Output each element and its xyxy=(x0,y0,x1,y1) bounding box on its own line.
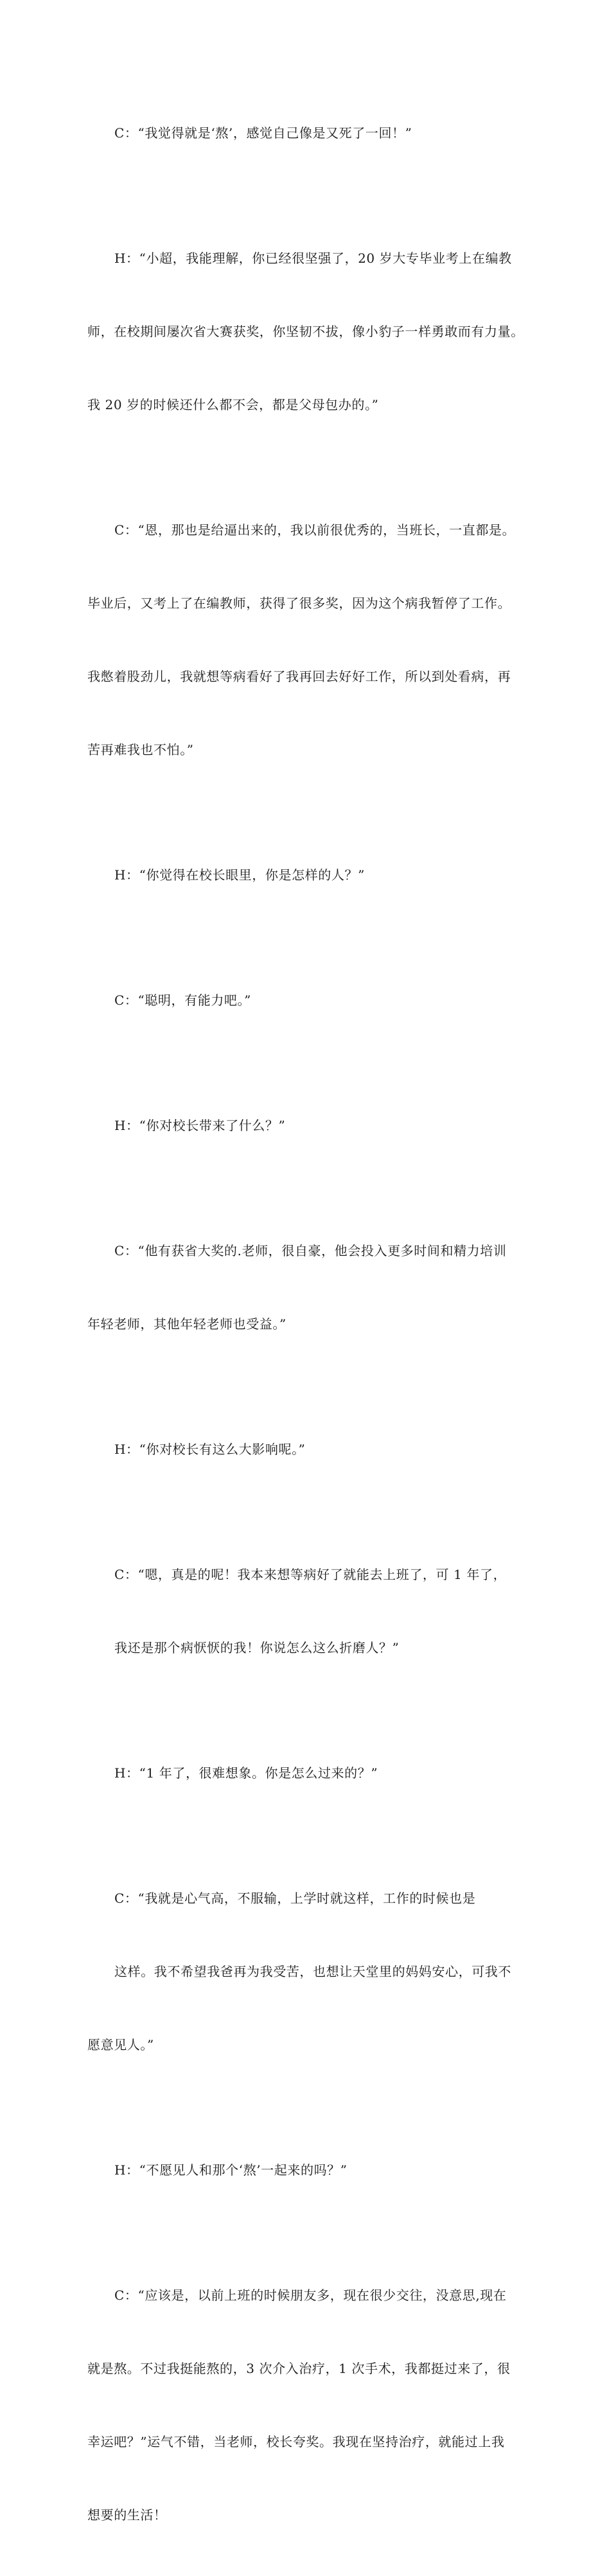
text-line: 幸运吧？”运气不错，当老师，校长夸奖。我现在坚持治疗，就能过上我 xyxy=(87,2434,505,2449)
text-line: 毕业后，又考上了在编教师，获得了很多奖，因为这个病我暂停了工作。 xyxy=(87,595,511,611)
text-line: C：“聪明，有能力吧。” xyxy=(114,992,251,1008)
paragraph-c-3 xyxy=(87,939,511,1061)
text-line: H：“不愿见人和那个‘熬’一起来的吗？” xyxy=(114,2162,348,2178)
text-line: 想要的生活！ xyxy=(87,2507,167,2523)
paragraph-c-2 xyxy=(87,469,516,811)
text-line: C：“他有获省大奖的.老师，很自豪，他会投入更多时间和精力培训 xyxy=(114,1243,507,1258)
text-line: 愿意见人。” xyxy=(87,2037,154,2052)
text-line: 这样。我不希望我爸再为我受苦，也想让天堂里的妈妈安心，可我不 xyxy=(114,1964,511,1979)
text-line: H：“你对校长有这么大影响呢。” xyxy=(114,1442,306,1457)
text-line: H：“1 年了，很难想象。你是怎么过来的？” xyxy=(114,1765,378,1781)
text-line: 苦再难我也不怕。” xyxy=(87,742,194,757)
text-line: C：“恩，那也是给逼出来的，我以前很优秀的，当班长，一直都是。 xyxy=(114,522,516,538)
paragraph-h-4 xyxy=(87,1388,511,1510)
text-line: H：“小超，我能理解，你已经很坚强了，20 岁大专毕业考上在编教 xyxy=(114,251,512,266)
text-line: 我憋着股劲儿，我就想等病看好了我再回去好好工作，所以到处看病，再 xyxy=(87,669,511,684)
text-line: 就是熬。不过我挺能熬的，3 次介入治疗，1 次手术，我都挺过来了，很 xyxy=(87,2361,511,2376)
paragraph-h-5 xyxy=(87,1712,511,1834)
text-line: 年轻老师，其他年轻老师也受益。” xyxy=(87,1316,287,1332)
paragraph-c-7 xyxy=(87,2234,511,2576)
paragraph-c-4 xyxy=(87,1190,511,1385)
text-line: H：“你对校长带来了什么？” xyxy=(114,1118,286,1133)
text-line: C：“我觉得就是‘熬’，感觉自己像是又死了一回！” xyxy=(114,125,412,141)
paragraph-c-5 xyxy=(87,1513,511,1709)
paragraph-h-3 xyxy=(87,1064,511,1187)
text-line: C：“应该是，以前上班的时候朋友多，现在很少交往，没意思,现在 xyxy=(114,2288,507,2303)
paragraph-h-6 xyxy=(87,2109,511,2231)
text-line: C：“我就是心气高，不服输，上学时就这样，工作的时候也是 xyxy=(114,1891,476,1906)
dialogue-text xyxy=(87,72,524,2576)
paragraph-c-6 xyxy=(87,1837,511,2106)
text-line: 师，在校期间屡次省大赛获奖，你坚韧不拔，像小豹子一样勇敢而有力量。 xyxy=(87,324,524,339)
paragraph-c-1 xyxy=(87,72,511,194)
text-line: 我 20 岁的时候还什么都不会，都是父母包办的。” xyxy=(87,397,379,412)
paragraph-h-2 xyxy=(87,814,511,936)
text-line: H：“你觉得在校长眼里，你是怎样的人？” xyxy=(114,867,365,883)
text-line: C：“嗯，真是的呢！我本来想等病好了就能去上班了，可 1 年了， xyxy=(114,1567,507,1582)
paragraph-h-1 xyxy=(87,197,524,466)
text-line: 我还是那个病恹恹的我！你说怎么这么折磨人？” xyxy=(114,1640,400,1655)
